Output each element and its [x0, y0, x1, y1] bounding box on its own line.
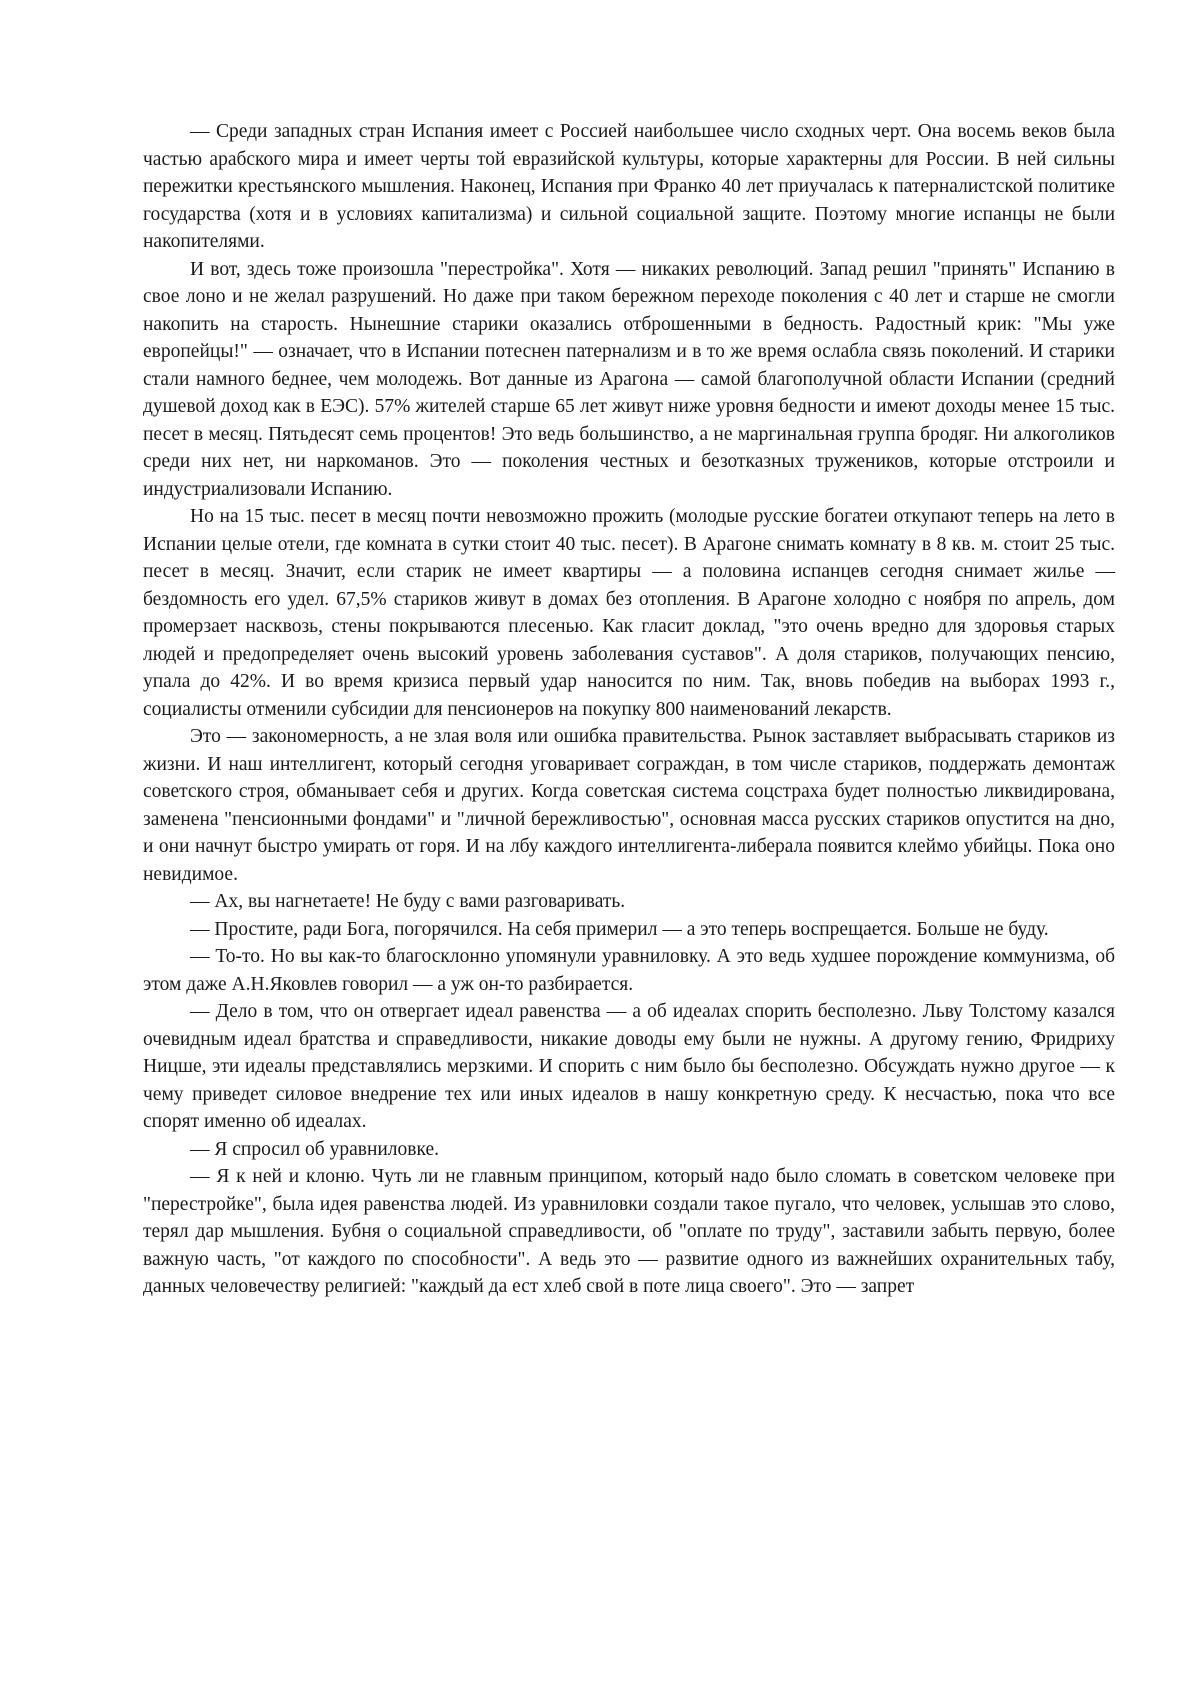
paragraph-3: Но на 15 тыс. песет в месяц почти невозможно прожить (молодые русские богатеи откупают теперь на лето в Испании целые отели, где комната в сутки стоит 40 тыс. песет). В Арагоне снимать комнату в 8 кв. м. стоит 25 тыс. песет в месяц. Значит, если старик не имеет квартиры — а половина испанцев сегодня снимает жилье — бездомность его удел. 67,5% стариков живут в домах без отопления. В Арагоне холодно с ноября по апрель, дом промерзает насквозь, стены покрываются плесенью. Как гласит доклад, "это очень вредно для здоровья старых людей и предопределяет очень высокий уровень заболевания суставов". А доля стариков, получающих пенсию, упала до 42%. И во время кризиса первый удар наносится по ним. Так, вновь победив на выборах 1993 г., социалисты отменили субсидии для пенсионеров на покупку 800 наименований лекарств. [143, 506, 1115, 720]
paragraph-9: — Я спросил об уравниловке. [190, 1138, 440, 1160]
paragraph-4: Это — закономерность, а не злая воля или ошибка правительства. Рынок заставляет выбрасывать стариков из жизни. И наш интеллигент, который сегодня уговаривает сограждан, в том числе стариков, поддержать демонтаж советского строя, обманывает себя и других. Когда советская система соцстраха будет полностью ликвидирована, заменена "пенсионными фондами" и "личной бережливостью", основная масса русских стариков опустится на дно, и они начнут быстро умирать от горя. И на лбу каждого интеллигента-либерала появится клеймо убийцы. Пока оно невидимое. [143, 726, 1115, 885]
paragraph-10: — Я к ней и клоню. Чуть ли не главным принципом, который надо было сломать в советском человеке при "перестройке", была идея равенства людей. Из уравниловки создали такое пугало, что человек, услышав это слово, терял дар мышления. Бубня о социальной справедливости, об "оплате по труду", заставили забыть первую, более важную часть, "от каждого по способности". А ведь это — развитие одного из важнейших охранительных табу, данных человечеству религией: "каждый да ест хлеб свой в поте лица своего". Это — запрет [143, 1166, 1115, 1297]
paragraph-8: — Дело в том, что он отвергает идеал равенства — а об идеалах спорить бесполезно. Льву Толстому казался очевидным идеал братства и справедливости, никакие доводы ему были не нужны. А другому гению, Фридриху Ницше, эти идеалы представлялись мерзкими. И спорить с ним было бы бесполезно. Обсуждать нужно другое — к чему приведет силовое внедрение тех или иных идеалов в нашу конкретную среду. К несчастью, пока что все спорят именно об идеалах. [143, 1001, 1115, 1132]
paragraph-5: — Ах, вы нагнетаете! Не буду с вами разговаривать. [190, 891, 626, 912]
document-body [143, 118, 1115, 1301]
paragraph-1: — Среди западных стран Испания имеет с Россией наибольшее число сходных черт. Она восемь веков была частью арабского мира и имеет черты той евразийской культуры, которые характерны для России. В ней сильны пережитки крестьянского мышления. Наконец, Испания при Франко 40 лет приучалась к патерналистской политике государства (хотя и в условиях капитализма) и сильной социальной защите. Поэтому многие испанцы не были накопителями. [143, 121, 1115, 252]
paragraph-2: И вот, здесь тоже произошла "перестройка". Хотя — никаких революций. Запад решил "принять" Испанию в свое лоно и не желал разрушений. Но даже при таком бережном переходе поколения с 40 лет и старше не смогли накопить на старость. Нынешние старики оказались отброшенными в бедность. Радостный крик: "Мы уже европейцы!" — означает, что в Испании потеснен патернализм и в то же время ослабла связь поколений. И старики стали намного беднее, чем молодежь. Вот данные из Арагона — самой благополучной области Испании (средний душевой доход как в ЕЭС). 57% жителей старше 65 лет живут ниже уровня бедности и имеют доходы менее 15 тыс. песет в месяц. Пятьдесят семь процентов! Это ведь большинство, а не маргинальная группа бродяг. Ни алкоголиков среди них нет, ни наркоманов. Это — поколения честных и безотказных тружеников, которые отстроили и индустриализовали Испанию. [143, 258, 1115, 500]
paragraph-6: — Простите, ради Бога, погорячился. На себя примерил — а это теперь воспрещается. Больше не буду. [190, 918, 1049, 940]
paragraph-7: — То-то. Но вы как-то благосклонно упомянули уравниловку. А это ведь худшее порождение коммунизма, об этом даже А.Н.Яковлев говорил — а уж он-то разбирается. [143, 946, 1115, 995]
